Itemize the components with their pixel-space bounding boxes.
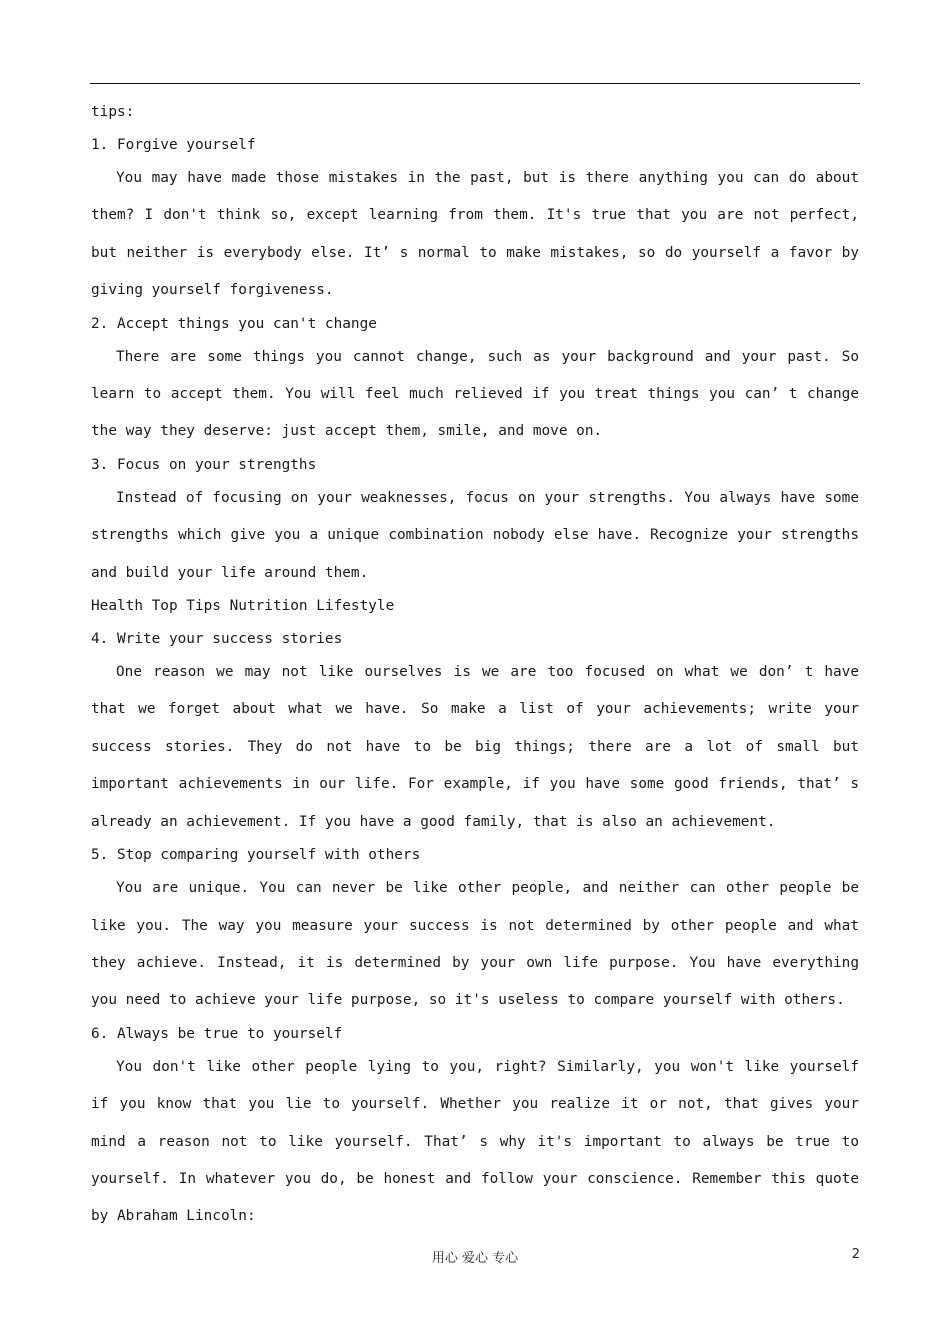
heading-accept-things: 2. Accept things you can't change (91, 315, 377, 332)
heading-be-true: 6. Always be true to yourself (91, 1025, 343, 1042)
paragraph-success-stories: One reason we may not like ourselves is we are too focused on what we don’ t have that we forget about what we have. So make a list of your achievements; write your success stories. They do not have to be big things; there are a lot of small but important achievements in our life. For example, if you have some good friends, that’ s already an achievement. If you have a good family, that is also an achievement. (91, 664, 859, 830)
paragraph-stop-comparing: You are unique. You can never be like other people, and neither can other people be like you. The way you measure your success is not determined by other people and what they achieve. Instead, it is determined by your own life purpose. You have everything you need to achieve your life purpose, so it's useless to compare yourself with others. (91, 880, 859, 1009)
page-number: 2 (851, 1247, 860, 1262)
heading-focus-strengths: 3. Focus on your strengths (91, 456, 317, 473)
page-footer: 用心 爱心 专心 (431, 1251, 519, 1266)
paragraph-accept-things: There are some things you cannot change, such as your background and your past. So learn to accept them. You will feel much relieved if you treat things you can’ t change the way they deserve: just accept them, smile, and move on. (91, 348, 859, 440)
paragraph-be-true: You don't like other people lying to you, right? Similarly, you won't like yourself if you know that you lie to yourself. Whether you realize it or not, that gives your mind a reason not to like yourself. That’ s why it's important to always be true to yourself. In whatever you do, be honest and follow your conscience. Remember this quote by Abraham Lincoln: (91, 1058, 859, 1225)
header-rule (90, 83, 860, 84)
heading-success-stories: 4. Write your success stories (91, 631, 343, 648)
intro-label: tips: (91, 104, 135, 120)
heading-stop-comparing: 5. Stop comparing yourself with others (91, 847, 421, 864)
paragraph-forgive-yourself: You may have made those mistakes in the past, but is there anything you can do about them? I don't think so, except learning from them. It's true that you are not perfect, but neither is everybody else. It’ s normal to make mistakes, so do yourself a favor by giving yourself forgiveness. (91, 170, 859, 299)
paragraph-focus-strengths: Instead of focusing on your weaknesses, focus on your strengths. You always have some strengths which give you a unique combination nobody else have. Recognize your strengths and build your life around them. (91, 489, 859, 581)
document-body (91, 96, 859, 1234)
heading-forgive-yourself: 1. Forgive yourself (91, 137, 256, 153)
category-line: Health Top Tips Nutrition Lifestyle (91, 598, 395, 615)
